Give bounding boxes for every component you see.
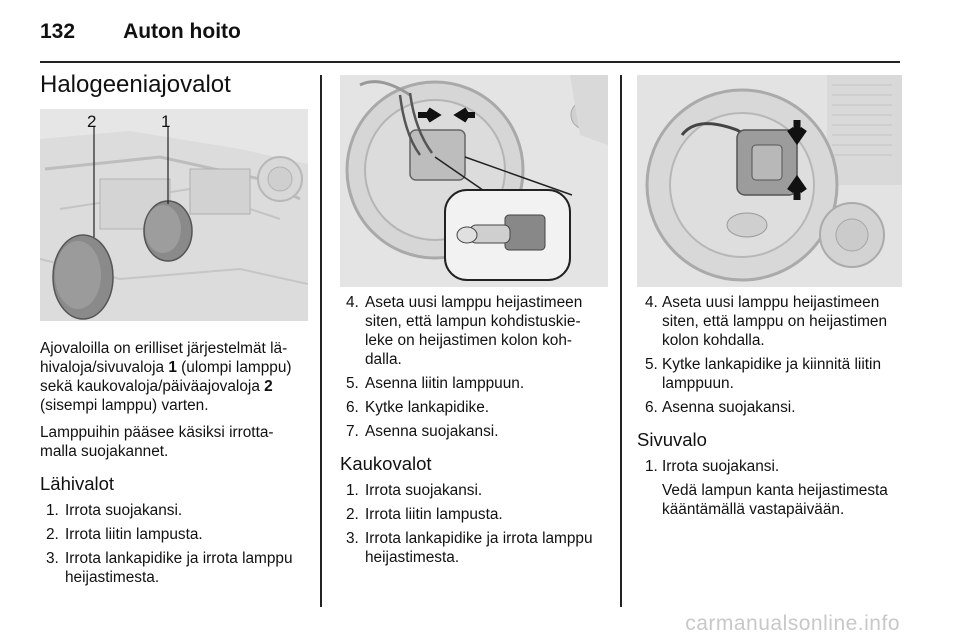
list-item: 5. Kytke lankapidike ja kiinnitä liitin lamppuun. [645,356,882,392]
list-item: 1. Irrota suojakansi. [346,482,483,499]
watermark: carmanualsonline.info [685,612,900,635]
column-divider [620,75,622,607]
column-3 [637,75,902,519]
lowbeam-title: Lähivalot [40,473,115,494]
intro-paragraph: Ajovaloilla on erilliset järjestelmät lä-hivaloja/sivuvaloja 1 (ulompi lamppu) sekä kaukovaloja/päiväajovaloja 2 (sisempi lamppu) varten. [40,340,292,414]
access-paragraph: Lamppuihin pääsee käsiksi irrotta-malla suojakannet. [40,424,274,460]
figure-label-1: 1 [161,112,171,131]
page-header [40,20,241,44]
list-item: 6. Asenna suojakansi. [645,399,796,416]
list-item: 7. Asenna suojakansi. [346,423,499,440]
list-item: 1. Irrota suojakansi. [645,458,780,475]
sidelight-title: Sivuvalo [637,429,707,450]
bulb-connector-illustration [340,75,608,287]
highbeam-steps-continued [637,293,902,417]
headlamp-figure [40,109,308,321]
chapter-title: Auton hoito [123,20,241,43]
highbeam-steps [340,481,608,567]
list-item: 2. Irrota liitin lampusta. [46,526,203,543]
figure-label-2: 2 [87,112,97,131]
section-title: Halogeeniajovalot [40,71,231,98]
column-2 [340,75,608,572]
column-divider [320,75,322,607]
list-item: 4. Aseta uusi lamppu heijastimeen siten, että lampun kohdistuskie-leke on heijastimen kolon koh-dalla. [346,294,583,368]
bulb-connector-figure [340,75,608,287]
lowbeam-steps [40,501,308,587]
sidelight-steps [637,457,902,476]
list-item: 1. Irrota suojakansi. [46,502,183,519]
highbeam-title: Kaukovalot [340,453,432,474]
sidelight-note: Vedä lampun kanta heijastimesta kääntämällä vastapäivään. [662,482,888,518]
headlamp-illustration [40,109,308,321]
list-item: 6. Kytke lankapidike. [346,399,490,416]
lowbeam-steps-continued [340,293,608,441]
column-1 [40,71,308,592]
highbeam-figure [637,75,902,287]
list-item: 2. Irrota liitin lampusta. [346,506,503,523]
highbeam-illustration [637,75,902,287]
list-item: 3. Irrota lankapidike ja irrota lamppu heijastimesta. [346,530,593,566]
list-item: 4. Aseta uusi lamppu heijastimeen siten, että lamppu on heijastimen kolon kohdalla. [645,294,888,349]
list-item: 5. Asenna liitin lamppuun. [346,375,525,392]
list-item: 3. Irrota lankapidike ja irrota lamppu heijastimesta. [46,550,293,586]
header-rule [40,61,900,63]
page-number: 132 [40,20,76,43]
